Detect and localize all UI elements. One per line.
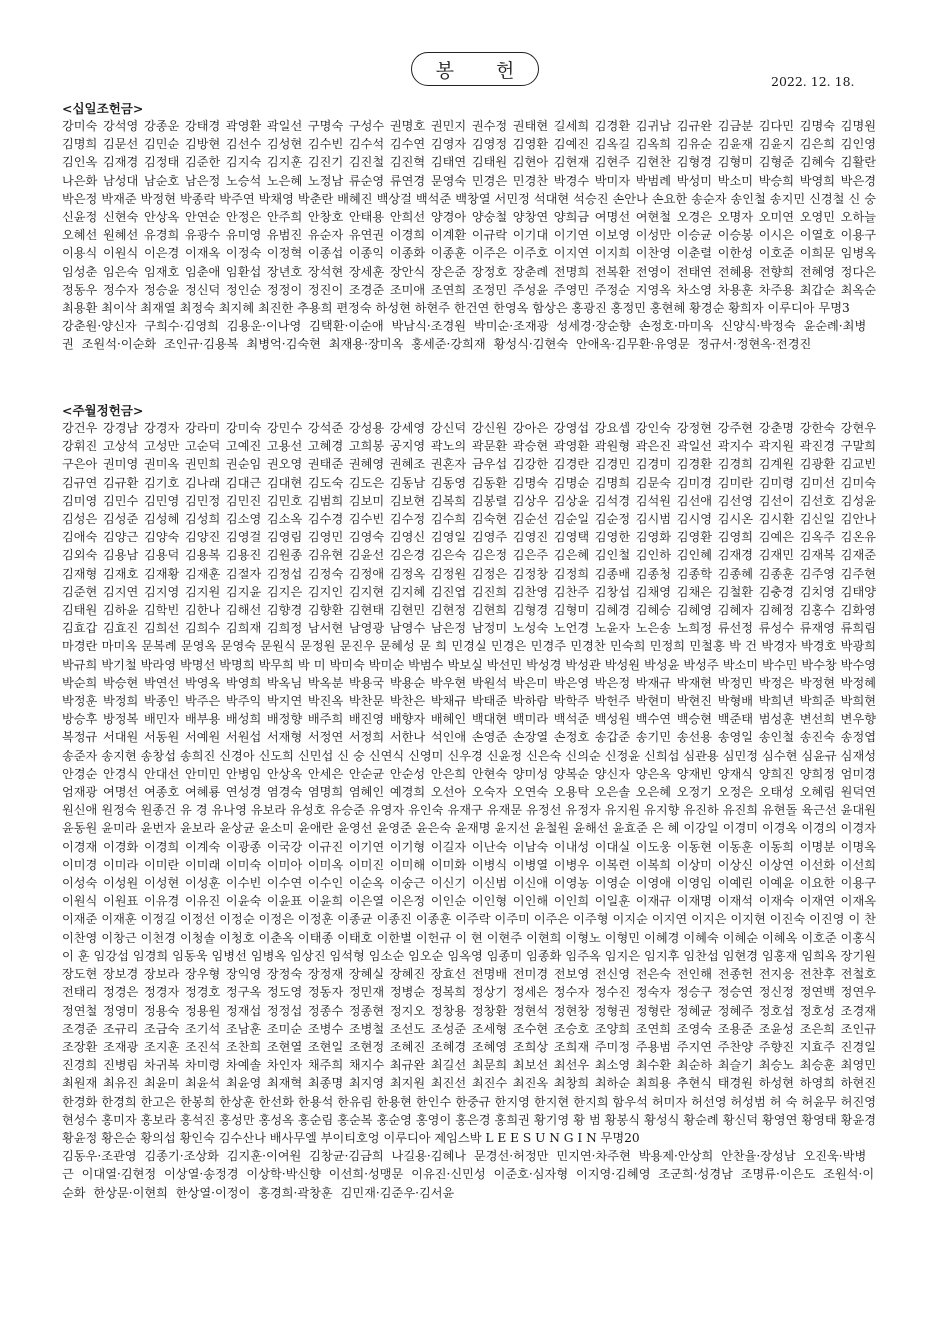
tithe-section: [62, 100, 876, 354]
couple-name-list: 강춘원·양신자 구희수·김영희 김용운·이나영 김택환·이순애 박남식·조경원 박미순·조재광 성세경·장순향 손정호·마미옥 신양식·박정숙 윤순례·최병권 조원석·이순화 조인규·김용복 최병억·김숙현 최재용·장미옥 홍세준·강희재 황성식·김현숙 안애옥·김무환·유영문 정규서·정현옥·전경진: [62, 319, 867, 352]
page-title: 봉 헌: [411, 52, 539, 86]
section-heading: <십일조헌금>: [62, 101, 144, 116]
section-heading: <주월정헌금>: [62, 403, 144, 418]
page-date: 2022. 12. 18.: [771, 74, 855, 89]
donor-name-list: 강미숙 강석영 강종운 강태경 곽영환 곽일선 구명숙 구성수 권명호 권민지 권수정 권태현 길세희 김경환 김귀남 김규완 김금분 김다민 김명숙 김명원 김명희 김문선 김민순 김방현 김선수 김성현 김수빈 김수석 김수연 김영자 김영정 김영환 김예진 김옥길 김옥희 김유순 김윤재 김윤지 김은희 김인영 김인옥 김재경 김정태 김준한 김지숙 김지훈 김진기 김진철 김진혁 김태연 김태원 김현아 김현재 김현주 김현찬 김형경 김형미 김형준 김혜숙 김활란 나은화 남성대 남순호 남은정 노승석 노은혜 노정남 류순영 류연경 문영숙 민경은 민경찬 박경수 박미자 박범례 박성미 박소미 박승희 박영희 박은경 박은정 박재준 박정현 박종락 박주연 박채영 박춘란 배혜진 백상걸 백석준 백창열 서민정 석대현 석승진 손안나 손요한 송순자 송인철 송지민 신경철 신 숭 신윤정 신현숙 안상옥 안연순 안정은 안주희 안창호 안태용 안희선 양경아 양숭철 양창연 양희금 여명선 여현철 오경은 오명자 오미연 오영민 오하늘 오혜선 원혜선 유경희 유광수 유미영 유범진 유순자 유연권 이경희 이계환 이규락 이기대 이기연 이보영 이성만 이승균 이승봉 이시은 이열호 이용구 이용식 이원식 이은경 이재옥 이정숙 이정혁 이종섭 이종익 이종화 이종훈 이주은 이주호 이지연 이지희 이찬영 이춘렬 이한성 이호준 이희문 임병옥 임성춘 임은숙 임재호 임춘애 임환섭 장년호 장석현 장세훈 장안식 장은준 장정호 장춘례 전명희 전복환 전영이 전태연 전혜용 전향희 전혜영 정다은 정동우 정수자 정승윤 정신덕 정인순 정정이 정진이 조경준 조미애 조연희 조정민 주성윤 주영민 주정순 지영옥 차소영 차용훈 차주용 최갑순 최옥순 최용환 최이삭 최재열 최정숙 최지혜 최진한 추용희 편정숙 하성현 하현주 한건연 한영옥 함상은 홍광진 홍정민 홍현혜 황경순 황희자 이루디아 무명3: [62, 119, 876, 316]
weekly-offering-section: [62, 402, 876, 1202]
donor-name-list: 강건우 강경남 강경자 강라미 강미숙 강민수 강석준 강성용 강세영 강신덕 강신원 강아은 강영섭 강요셉 강인숙 강정현 강주현 강춘명 강한숙 강현우 강휘진 고상석 고성만 고순덕 고예진 고용선 고혜경 고희봉 공지영 곽노의 곽문환 곽승현 곽영환 곽원형 곽은진 곽일선 곽지수 곽지원 곽진경 구말희 구은아 권미영 권미옥 권민희 권순임 권오영 권태준 권혜영 권혜조 권혼자 금우섭 김강한 김경란 김경민 김경미 김경환 김경희 김계원 김광환 김교빈 김규연 김규환 김기호 김나래 김대근 김대현 김도숙 김도은 김동남 김동영 김동환 김명숙 김명순 김명희 김문숙 김미경 김미란 김미령 김미선 김미숙 김미영 김민수 김민영 김민정 김민진 김민호 김범희 김보미 김보현 김복희 김봉렬 김상우 김상윤 김석경 김석원 김선애 김선영 김선이 김선호 김성윤 김성은 김성준 김성혜 김성희 김소영 김소옥 김수경 김수빈 김수정 김수희 김숙현 김순선 김순일 김순정 김시범 김시영 김시온 김시환 김신일 김안나 김애숙 김양근 김양숙 김양진 김영걸 김영림 김영민 김영숙 김영신 김영일 김영주 김영진 김영택 김영한 김영화 김영환 김영희 김예은 김옥주 김온유 김외숙 김용남 김용덕 김용복 김용진 김원종 김유현 김윤선 김은경 김은숙 김은정 김은주 김은혜 김인철 김인하 김인혜 김재경 김재민 김재복 김재준 김재형 김재호 김재황 김재훈 김절자 김정섭 김정숙 김정애 김정옥 김정원 김정은 김정창 김정희 김종배 김종청 김종학 김종혜 김종훈 김주영 김주현 김준현 김지연 김지영 김지원 김지윤 김지은 김지인 김지현 김지혜 김진엽 김진희 김찬영 김찬주 김창섭 김채영 김채은 김철환 김충경 김치영 김태양 김태원 김하윤 김학빈 김한나 김해선 김향경 김향환 김현태 김현민 김현정 김현희 김형경 김형미 김혜경 김혜승 김혜영 김혜자 김혜정 김홍수 김화영 김효갑 김효진 김희선 김희수 김희재 김희정 남서현 남영광 남영수 남은정 남정미 노성숙 노언경 노윤자 노은송 노희정 류선정 류성수 류재영 류희림 마경란 마미옥 문복례 문영옥 문영숙 문원식 문정원 문진우 문혜성 문 희 민경실 민경은 민경주 민경찬 민숙희 민정희 민철홍 박 건 박경자 박경호 박광희 박규희 박기철 박라영 박명선 박명희 박무희 박 미 박미숙 박미순 박범수 박보실 박선민 박성경 박성관 박성원 박성윤 박성주 박소미 박수민 박수창 박수영 박순희 박승현 박연선 박영옥 박영희 박옥님 박옥분 박용국 박용순 박우현 박원석 박은미 박은영 박은정 박재규 박재현 박정민 박정은 박정현 박정혜 박정훈 박정희 박종인 박주은 박주익 박지연 박진옥 박찬문 박찬은 박채규 박태준 박하람 박학주 박헌주 박현미 박현진 박형배 박희년 박희준 박희현 방승후 방정복 배민자 배부용 배성희 배정향 배주희 배진영 배향자 배혜인 백대현 백미라 백석준 백성원 백수연 백승현 백준태 범성훈 변선희 변우향 복정규 서대원 서동원 서예원 서원섭 서재형 서정연 서정희 서한나 석인애 손영준 손장열 손정호 송갑준 송기민 송선용 송영일 송인철 송진숙 송정엽 송준자 송지현 송창섭 송희진 신경아 신도희 신민섭 신 숭 신연식 신영미 신우경 신윤정 신은숙 신의순 신정윤 신희섭 심관용 심민정 심수현 심윤규 심재성 안경순 안경식 안대선 안미민 안병임 안상옥 안세은 안순균 안순성 안은희 안현숙 양미성 양복순 양신자 양은옥 양재빈 양재식 양희진 양희정 엄미경 엄재광 여명선 여종호 여혜룡 연성경 염경숙 염명희 염혜인 예경희 오선아 오숙자 오연숙 오용탁 오은솔 오은혜 오정기 오정은 오태성 오혜림 원덕연 원신애 원정숙 원종건 유 경 유나영 유보라 유성호 유승준 유영자 유인숙 유재구 유재문 유정선 유정자 유지원 유지향 유진하 유진희 유현돌 육근선 윤대원 윤동원 윤미라 윤번자 윤보라 윤상균 윤소미 윤애란 윤영선 윤영준 윤은숙 윤재명 윤지선 윤철원 윤해선 윤효준 은 혜 이강일 이경미 이경옥 이경의 이경자 이경재 이경화 이경희 이계숙 이광종 이국강 이규진 이기연 이기형 이길자 이난숙 이남숙 이내성 이대실 이도웅 이동현 이동훈 이동희 이명분 이명옥 이미경 이미라 이미란 이미래 이미숙 이미아 이미옥 이미진 이미해 이미화 이병식 이병열 이병우 이복련 이복희 이상미 이상신 이상연 이선화 이선희 이성숙 이성원 이성현 이성훈 이수빈 이수연 이수인 이순옥 이숭근 이신기 이신범 이신애 이영농 이영순 이영애 이영임 이예린 이예윤 이요한 이용구 이원식 이원표 이유경 이유진 이윤숙 이윤표 이윤희 이은열 이은정 이인순 이인형 이인해 이인희 이일훈 이재규 이재명 이재석 이재숙 이재연 이재옥 이재준 이재훈 이정길 이정선 이정순 이정은 이정훈 이종균 이종진 이종훈 이주락 이주미 이주은 이주형 이지순 이지연 이지은 이지현 이진숙 이진영 이 찬 이찬영 이창근 이천경 이청솔 이청호 이춘옥 이태종 이태호 이한별 이헌규 이 현 이현주 이현희 이형노 이형민 이혜경 이혜숙 이혜순 이혜옥 이호준 이홍식 이 훈 임강섭 임경희 임동욱 임병선 임병옥 임상진 임석형 임소순 임오순 임옥영 임종미 임종화 임주옥 임지은 임지후 임찬섭 임현경 임홍재 임희옥 장기원 장도현 장보경 장보라 장우형 장익영 장정숙 장정재 장혜실 장혜진 장효선 전명배 전미경 전보영 전신영 전은숙 전인해 전종헌 전지응 전찬후 전철호 전태리 정경은 정경자 정경호 정구옥 정도영 정동자 정민재 정병순 정복희 정상기 정세은 정수자 정수진 정숙자 정승구 정승연 정신정 정연백 정연우 정연철 정영미 정용숙 정용원 정재섭 정정섭 정종수 정종현 정지오 정창용 정창환 정현석 정현창 정형권 정형란 정혜균 정혜주 정호섭 정호성 조경재 조경준 조규리 조금숙 조기석 조남훈 조미순 조병수 조병철 조선도 조성준 조세형 조수현 조승호 조양희 조연희 조영숙 조용준 조윤성 조은희 조인규 조장환 조재광 조지훈 조진석 조찬희 조현열 조현일 조현정 조혜진 조혜경 조혜영 조희상 조희재 주미정 주용범 주지연 주찬양 주향진 지효주 진경일 진경희 진병림 차귀복 차미령 차예솔 차인자 채주희 채지수 최규완 최길선 최문희 최보선 최선우 최소영 최수환 최순하 최슬기 최승노 최승훈 최영민 최원재 최유진 최윤미 최윤석 최윤영 최재혁 최종명 최지영 최지원 최진선 최진수 최진옥 최창희 최하순 최희용 추현식 태경원 하성현 하영희 하현진 한경화 한경희 한고은 한봉희 한상훈 한선화 한용석 한유림 한용현 한인수 한중규 한지영 한지현 한지희 함우석 허미자 허선영 허성범 허 숙 허윤무 허진영 현성수 홍미자 홍보라 홍석진 홍성만 홍성옥 홍순림 홍순복 홍순영 홍영이 홍은경 홍희권 황기영 황 범 황봉식 황성식 황순례 황신덕 황영연 황영태 황윤경 황윤정 황은순 황의섭 황인숙 김수산나 배사무엘 부이티호엉 이루디아 제임스박 L E E S U N G I N 무명20: [62, 421, 876, 1145]
couple-name-list: 김동우·조관영 김종기·조상화 김지훈·이여원 김창균·김금희 나길용·김혜나 문경선·허정만 민지연·차주현 박용제·안상희 안찬율·장성남 오진욱·박병근 이대열·김현정 이상열·송정경 이상학·박신향 이선희·성맹문 이유진·신민성 이준호·심자형 이지영·김혜영 조군희·성경남 조명류·이은도 조원석·이순화 한상문·이현희 한상열·이정이 홍경희·곽창훈 김민재·김준우·김서윤: [62, 1149, 875, 1200]
